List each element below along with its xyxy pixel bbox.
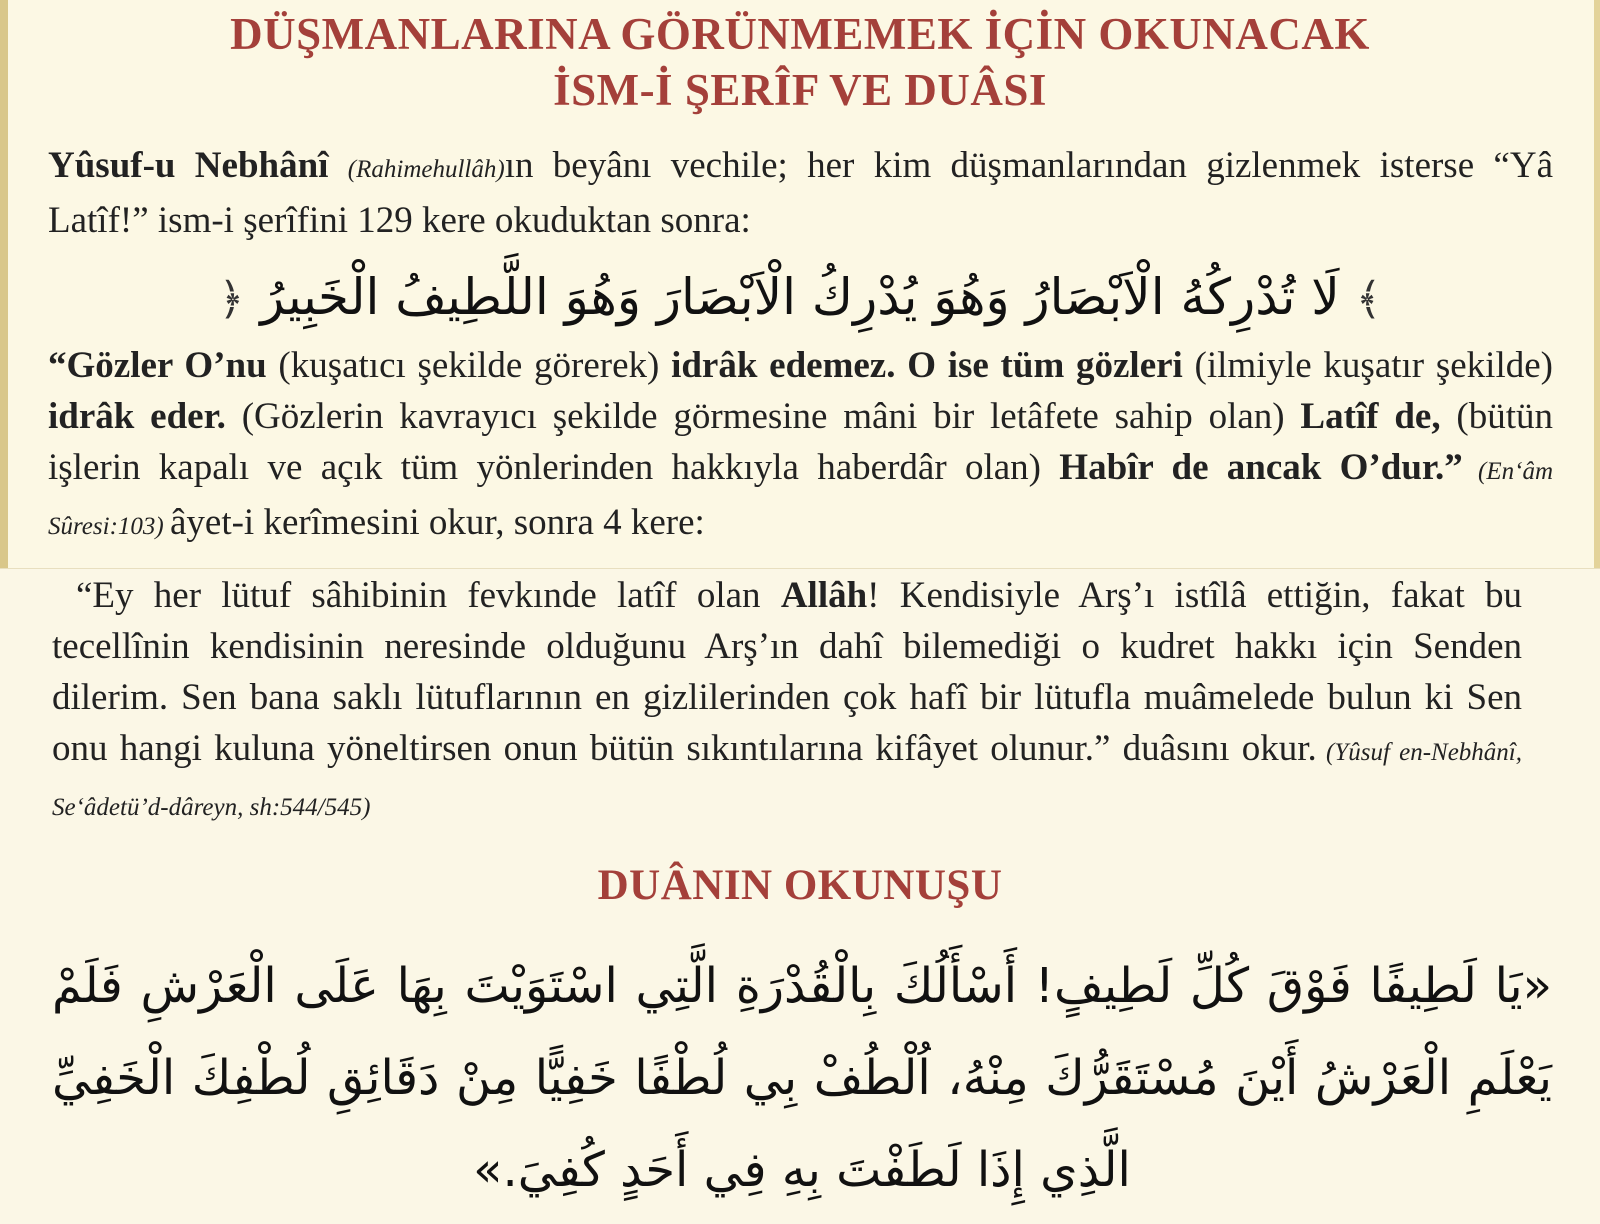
- meaning-bold-4: Latîf de,: [1300, 396, 1441, 437]
- verse-arabic: لَا تُدْرِكُهُ الْاَبْصَارُ وَهُوَ يُدْرِكُ الْاَبْصَارَ وَهُوَ اللَّطِيفُ الْخَبِيرُ: [260, 268, 1340, 326]
- intro-text: ın beyânı vechile; her kim düşmanlarından gizlenmek isterse “Yâ Latîf!” ism-i şerîfini 129 kere okuduktan sonra:: [48, 145, 1554, 241]
- title-line-2: İSM-İ ŞERÎF VE DUÂSI: [553, 65, 1047, 115]
- meaning-text-2: (ilmiyle kuşatır şekilde): [1182, 345, 1553, 386]
- ornament-close: ﴿: [218, 274, 245, 325]
- dua-meaning-paragraph: [52, 570, 1522, 833]
- dua-meaning-text-1: “Ey her lütuf sâhibinin fevkınde latîf olan: [76, 575, 781, 616]
- source-reference: (Yûsuf en-Nebhânî, Se‘âdetü’d-dâreyn, sh:544/545): [52, 739, 1523, 821]
- honorific: (Rahimehullâh): [347, 156, 505, 183]
- dua-arabic-text: «يَا لَطِيفًا فَوْقَ كُلِّ لَطِيفٍ! أَسْأَلُكَ بِالْقُدْرَةِ الَّتِي اسْتَوَيْتَ بِهَا عَلَى الْعَرْشِ فَلَمْ يَعْلَمِ الْعَرْشُ أَيْنَ مُسْتَقَرُّكَ مِنْهُ، اُلْطُفْ بِي لُطْفًا خَفِيًّا مِنْ دَقَائِقِ لُطْفِكَ الْخَفِيِّ الَّذِي إِذَا لَطَفْتَ بِهِ فِي أَحَدٍ كُفِيَ.»: [52, 958, 1552, 1198]
- meaning-bold-3: idrâk eder.: [48, 396, 226, 437]
- intro-paragraph: [48, 140, 1553, 246]
- dua-section-title: DUÂNIN OKUNUŞU: [597, 862, 1003, 909]
- title-line-1: DÜŞMANLARINA GÖRÜNMEMEK İÇİN OKUNACAK: [230, 9, 1370, 59]
- author-name: Yûsuf-u Nebhânî: [48, 145, 329, 186]
- meaning-text-1: (kuşatıcı şekilde görerek): [266, 345, 672, 386]
- meaning-bold-5: Habîr de ancak O’dur.”: [1059, 447, 1463, 488]
- page-title: [60, 6, 1540, 118]
- meaning-bold-2: idrâk edemez. O ise tüm gözleri: [671, 345, 1183, 386]
- verse-arabic-line: [60, 262, 1540, 335]
- dua-meaning-text-2: ! Kendisiyle Arş’ı istîlâ ettiğin, fakat bu tecellînin kendisinin neresinde olduğunu Arş’ın dahî bilemediği o kudret hakkı için Senden dilerim. Sen bana saklı lütuflarının en gizlilerinden çok hafî bir lütufla muâmelede bulun ki Sen onu hangi kuluna yöneltirsen onun bütün sıkıntılarına kifâyet olunur.” duâsını okur.: [52, 575, 1522, 769]
- meaning-text-4: (bütün işlerin kapalı ve açık tüm yönlerinden hakkıyla haberdâr olan): [48, 396, 1553, 488]
- meaning-text-3: (Gözlerin kavrayıcı şekilde görmesine mâni bir letâfete sahip olan): [225, 396, 1301, 437]
- meaning-text-5: âyet-i kerîmesini okur, sonra 4 kere:: [169, 502, 705, 543]
- dua-meaning-allah: Allâh: [780, 575, 868, 616]
- meaning-bold-1: “Gözler O’nu: [48, 345, 267, 386]
- surah-reference: (En‘âm Sûresi:103): [48, 458, 1553, 540]
- verse-meaning-paragraph: [48, 340, 1553, 552]
- ornament-open: ﴾: [1355, 274, 1382, 325]
